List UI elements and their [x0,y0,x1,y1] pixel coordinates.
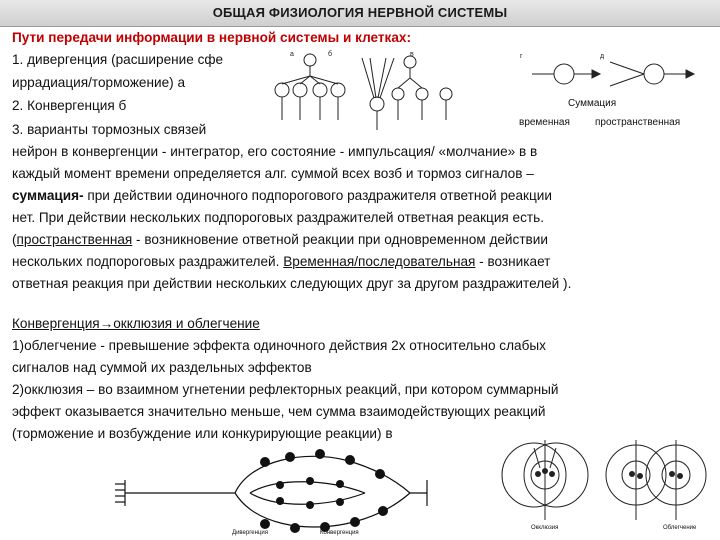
title-bar [0,0,720,27]
para-text: - возникает [475,254,551,269]
facilitation-line: 1)облегчение - превышение эффекта одиночного действия 2х относительно слабых [12,338,546,353]
neural-circuits-diagram [270,48,715,148]
divergence-caption: Дивергенция [232,530,268,536]
facilitation-line: сигналов над суммой их раздельных эффектов [12,360,312,375]
para-line: ответная реакция при действии нескольких следующих друг за другом раздражителей ). [12,276,572,291]
para-text: нескольких подпороговых раздражителей. [12,254,284,269]
item-inhibition: 3. варианты тормозных связей [12,122,207,137]
para-line [12,186,552,206]
occlusion-line: (торможение и возбуждение или конкурирующие реакции) в [12,426,393,441]
letter-b: б [328,51,333,58]
summation-term: суммация- [12,188,84,203]
spatial-term: пространственная [16,232,133,247]
item-divergence-line1: 1. дивергенция (расширение сфе [12,52,224,67]
para-line: каждый момент времени определяется алг. суммой всех возб и тормоз сигналов – [12,166,534,181]
occlusion-line: эффект оказывается значительно меньше, чем сумма взаимодействующих реакций [12,404,546,419]
letter-d: д [600,53,605,60]
para-line: нейрон в конвергенции - интегратор, его состояние - импульсация/ «молчание» в в [12,144,538,159]
convergence-heading: Конвергенция→окклюзия и облегчение [12,316,260,331]
page-title: ОБЩАЯ ФИЗИОЛОГИЯ НЕРВНОЙ СИСТЕМЫ [212,5,508,20]
para-text: - возникновение ответной реакции при одновременном действии [132,232,548,247]
letter-v: в [410,51,414,58]
item-convergence: 2. Конвергенция б [12,98,127,113]
item-divergence-line2: иррадиация/торможение) а [12,75,186,90]
divergence-convergence-circuit [115,440,435,540]
para-line [12,252,550,272]
para-line: (пространственная - возникновение ответной реакции при одновременном действии [12,232,548,247]
temporal-label: временная [519,117,570,128]
occlusion-caption: Окклюзия [531,525,559,531]
para-text: при действии одиночного подпорогового раздражителя ответной реакции [83,188,552,203]
occlusion-line: 2)окклюзия – во взаимном угнетении рефлекторных реакций, при котором суммарный [12,382,559,397]
spatial-label: пространственная [595,117,681,128]
temporal-term: Временная/последовательная [283,254,476,269]
letter-g: г [520,53,523,60]
letter-a: а [290,51,294,58]
summation-label: Суммация [568,98,617,109]
para-line: нет. При действии нескольких подпороговых раздражителей ответная реакция есть. [12,210,544,225]
section-heading: Пути передачи информации в нервной системы и клетках: [12,30,412,45]
convergence-caption: Конвергенция [320,530,359,536]
facilitation-caption: Облегчение [663,525,697,531]
